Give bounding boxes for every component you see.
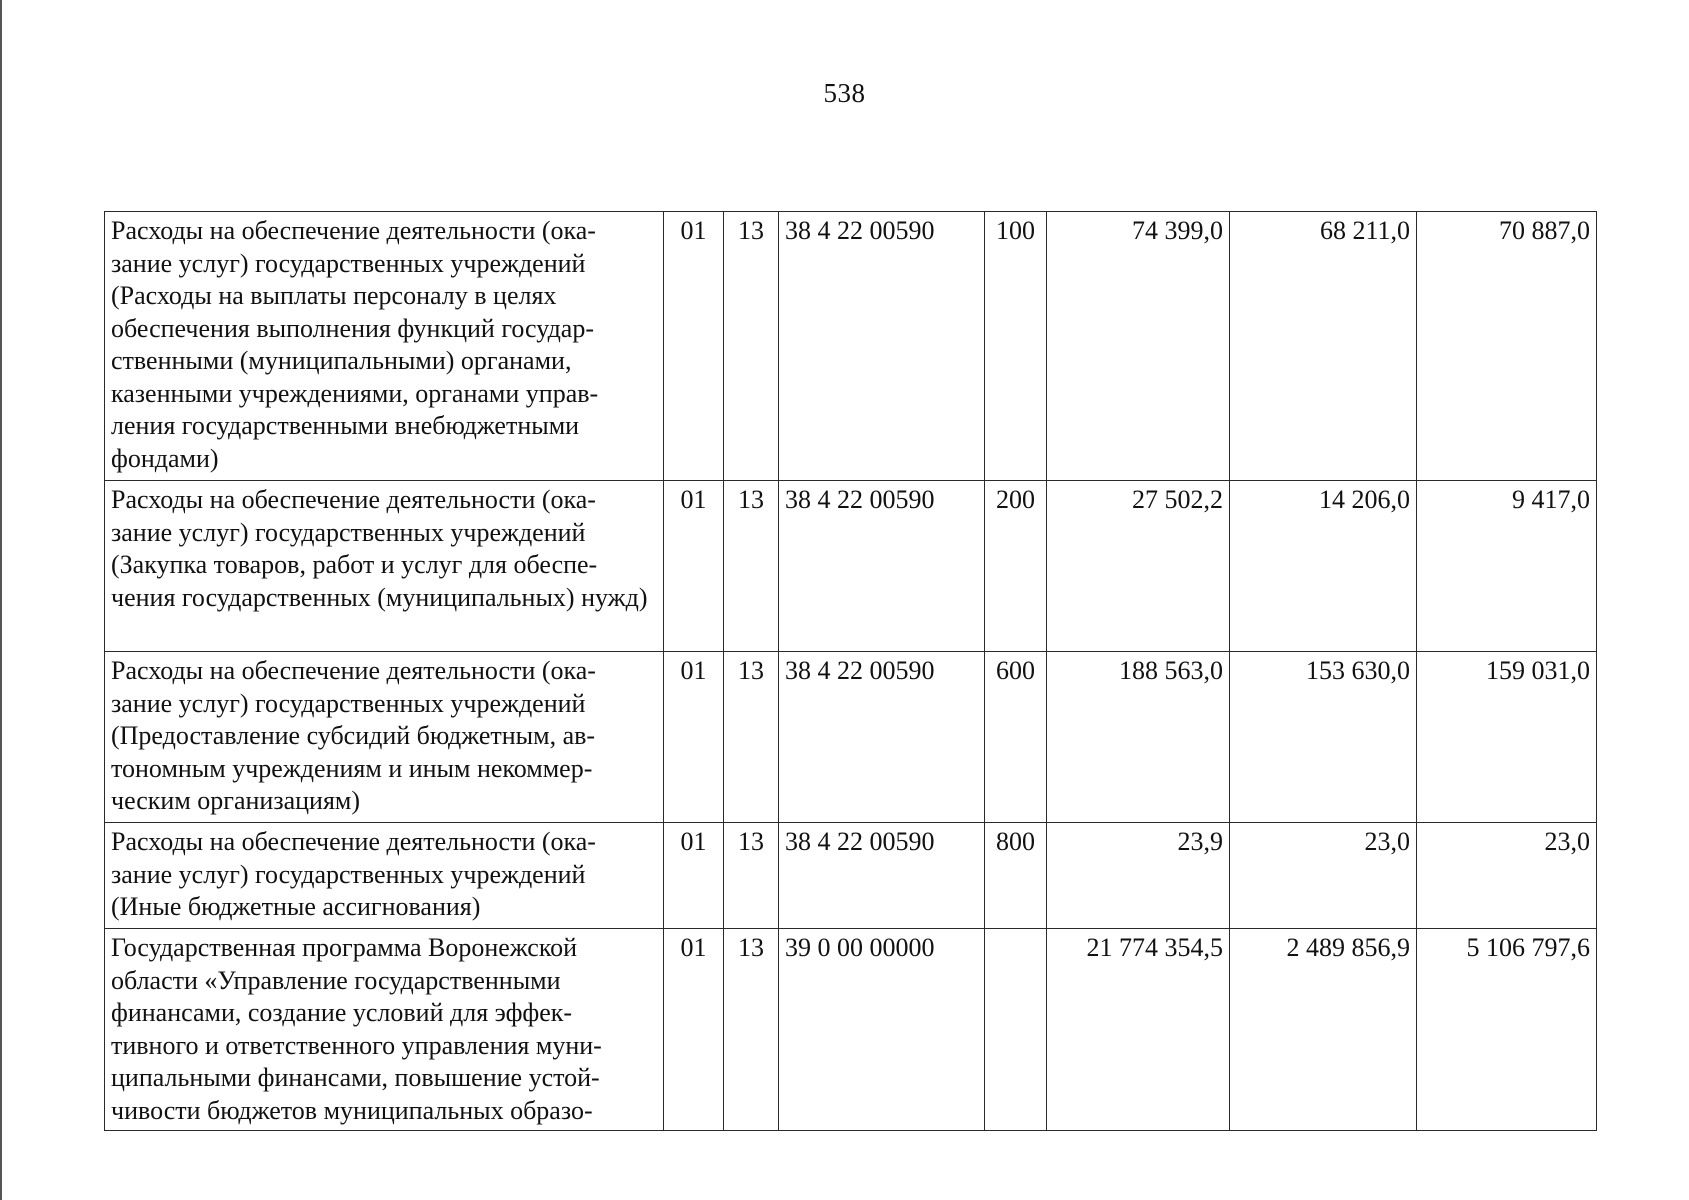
amount-year3-cell: 9 417,0: [1417, 481, 1597, 652]
section-code-cell: 01: [664, 481, 724, 652]
row-name-cell: Расходы на обеспечение деятельности (ока-зание услуг) государственных учреждений (Иные бюджетные ассигнования): [105, 823, 664, 929]
amount-year3-cell: 23,0: [1417, 823, 1597, 929]
amount-year1-cell: 23,9: [1047, 823, 1230, 929]
target-article-cell: 38 4 22 00590: [779, 652, 985, 823]
row-name-cell: Расходы на обеспечение деятельности (ока-зание услуг) государственных учреждений (Расходы на выплаты персоналу в целях обеспечения выполнения функций государ-ственными (муниципальными) органами, казенными учреждениями, органами управ-ления государственными внебюджетными фондами): [105, 212, 664, 481]
amount-year2-cell: 153 630,0: [1230, 652, 1417, 823]
row-name-cell: Расходы на обеспечение деятельности (ока-зание услуг) государственных учреждений (Предоставление субсидий бюджетным, ав-тономным учреждениям и иным некоммер-ческим организациям): [105, 652, 664, 823]
table-row: [105, 652, 1597, 823]
subsection-code-cell: 13: [724, 823, 779, 929]
section-code-cell: 01: [664, 652, 724, 823]
expense-type-cell: [985, 929, 1047, 1131]
target-article-cell: 38 4 22 00590: [779, 212, 985, 481]
budget-table: [104, 211, 1597, 1131]
amount-year3-cell: 159 031,0: [1417, 652, 1597, 823]
target-article-cell: 38 4 22 00590: [779, 823, 985, 929]
subsection-code-cell: 13: [724, 652, 779, 823]
target-article-cell: 39 0 00 00000: [779, 929, 985, 1131]
expense-type-cell: 200: [985, 481, 1047, 652]
amount-year3-cell: 5 106 797,6: [1417, 929, 1597, 1131]
amount-year3-cell: 70 887,0: [1417, 212, 1597, 481]
expense-type-cell: 100: [985, 212, 1047, 481]
row-name-cell: Государственная программа Воронежской области «Управление государственными финансами, создание условий для эффек-тивного и ответственного управления муни-ципальными финансами, повышение устой-чивости бюджетов муниципальных образо-: [105, 929, 664, 1131]
page-number: 538: [823, 78, 866, 108]
amount-year1-cell: 188 563,0: [1047, 652, 1230, 823]
expense-type-cell: 600: [985, 652, 1047, 823]
subsection-code-cell: 13: [724, 929, 779, 1131]
amount-year1-cell: 27 502,2: [1047, 481, 1230, 652]
row-name-cell: Расходы на обеспечение деятельности (ока-зание услуг) государственных учреждений (Закупка товаров, работ и услуг для обеспе-чения государственных (муниципальных) нужд): [105, 481, 664, 652]
subsection-code-cell: 13: [724, 481, 779, 652]
scan-edge-line: [0, 0, 2, 1200]
amount-year1-cell: 74 399,0: [1047, 212, 1230, 481]
section-code-cell: 01: [664, 823, 724, 929]
amount-year2-cell: 68 211,0: [1230, 212, 1417, 481]
table-row: [105, 823, 1597, 929]
subsection-code-cell: 13: [724, 212, 779, 481]
amount-year2-cell: 14 206,0: [1230, 481, 1417, 652]
section-code-cell: 01: [664, 929, 724, 1131]
amount-year1-cell: 21 774 354,5: [1047, 929, 1230, 1131]
target-article-cell: 38 4 22 00590: [779, 481, 985, 652]
section-code-cell: 01: [664, 212, 724, 481]
table-row: [105, 929, 1597, 1131]
table-row: [105, 481, 1597, 652]
amount-year2-cell: 23,0: [1230, 823, 1417, 929]
table-row: [105, 212, 1597, 481]
expense-type-cell: 800: [985, 823, 1047, 929]
amount-year2-cell: 2 489 856,9: [1230, 929, 1417, 1131]
